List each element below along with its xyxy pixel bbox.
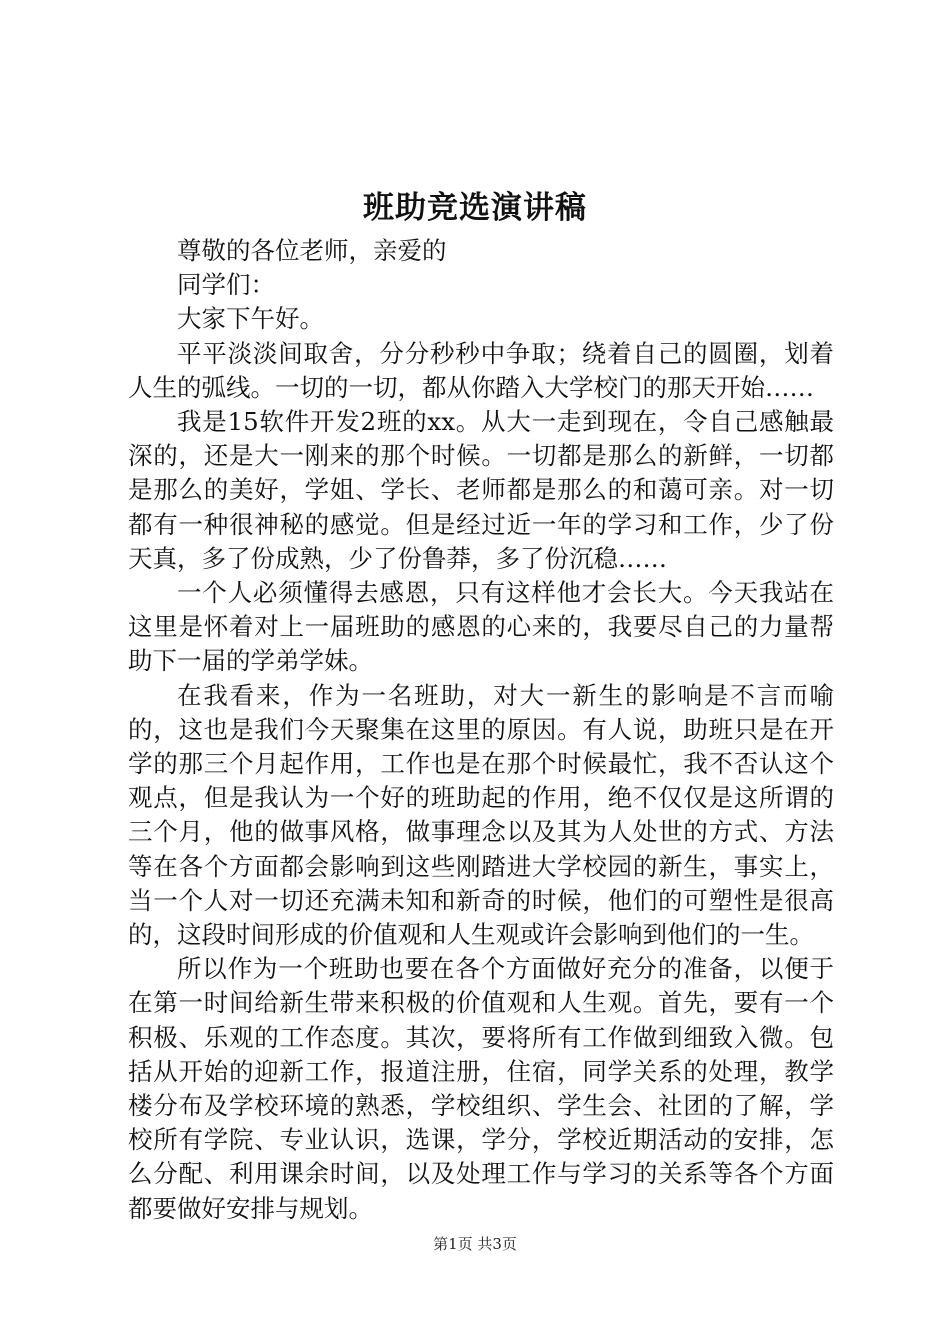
paragraph-gratitude: 一个人必须懂得去感恩，只有这样他才会长大。今天我站在这里是怀着对上一届班助的感恩的心来的，我要尽自己的力量帮助下一届的学弟学妹。 bbox=[128, 578, 834, 676]
paragraph-salutation-2: 同学们： bbox=[177, 270, 275, 300]
paragraph-preparation: 所以作为一个班助也要在各个方面做好充分的准备，以便于在第一时间给新生带来积极的价值观和人生观。首先，要有一个积极、乐观的工作态度。其次，要将所有工作做到细致入微。包括从开始的迎新工作，报道注册，住宿，同学关系的处理，教学楼分布及学校环境的熟悉，学校组织、学生会、社团的了解，学校所有学院、专业认识，选课，学分，学校近期活动的安排，怎么分配、利用课余时间，以及处理工作与学习的关系等各个方面都要做好安排与规划。 bbox=[128, 954, 834, 1223]
page-number-footer: 第1页 共3页 bbox=[433, 1235, 517, 1253]
document-body bbox=[128, 234, 834, 1226]
paragraph-self-introduction: 我是15软件开发2班的xx。从大一走到现在，令自己感触最深的，还是大一刚来的那个时候。一切都是那么的新鲜，一切都是那么的美好，学姐、学长、老师都是那么的和蔼可亲。对一切都有一种很神秘的感觉。但是经过近一年的学习和工作，少了份天真，多了份成熟，少了份鲁莽，多了份沉稳…… bbox=[128, 407, 834, 573]
paragraph-role-influence: 在我看来，作为一名班助，对大一新生的影响是不言而喻的，这也是我们今天聚集在这里的原因。有人说，助班只是在开学的那三个月起作用，工作也是在那个时候最忙，我不否认这个观点，但是我认为一个好的班助起的作用，绝不仅仅是这所谓的三个月，他的做事风格，做事理念以及其为人处世的方式、方法等在各个方面都会影响到这些刚踏进大学校园的新生，事实上，当一个人对一切还充满未知和新奇的时候，他们的可塑性是很高的，这段时间形成的价值观和人生观或许会影响到他们的一生。 bbox=[128, 680, 834, 950]
paragraph-opening: 平平淡淡间取舍，分分秒秒中争取；绕着自己的圆圈，划着人生的弧线。一切的一切，都从你踏入大学校门的那天开始…… bbox=[128, 338, 834, 402]
document-title: 班助竞选演讲稿 bbox=[363, 190, 587, 226]
paragraph-salutation-1: 尊敬的各位老师，亲爱的 bbox=[177, 236, 447, 265]
paragraph-greeting: 大家下午好。 bbox=[177, 304, 324, 334]
